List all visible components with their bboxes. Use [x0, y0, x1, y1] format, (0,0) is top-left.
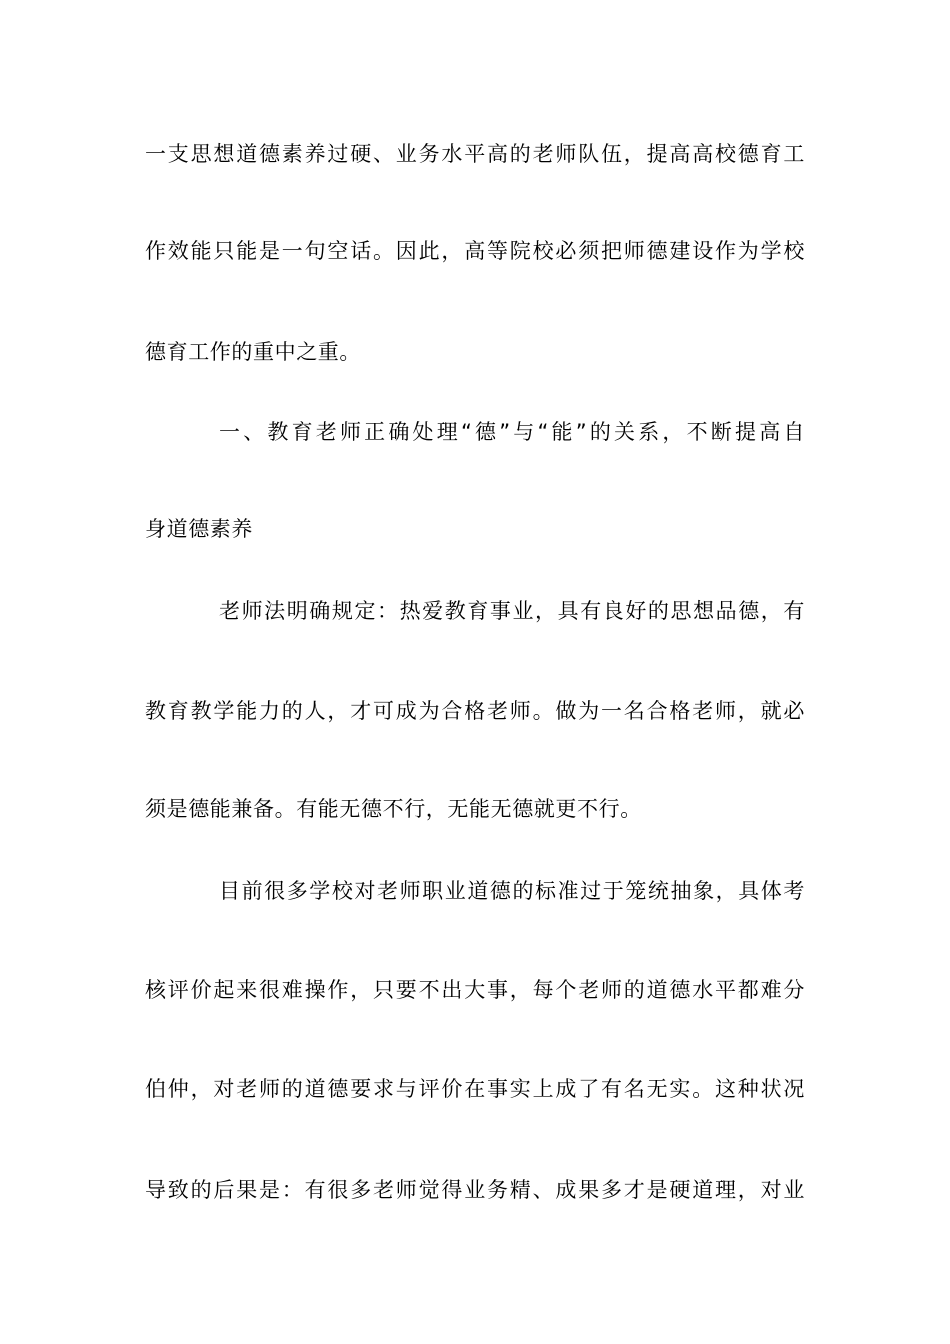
body-text-line: 老师法明确规定：热爱教育事业，具有良好的思想品德，有	[219, 599, 805, 623]
body-text-line: 一支思想道德素养过硬、业务水平高的老师队伍，提高高校德育工	[145, 142, 805, 166]
body-text-line: 教育教学能力的人，才可成为合格老师。做为一名合格老师，就必	[145, 699, 805, 723]
body-text-line: 目前很多学校对老师职业道德的标准过于笼统抽象，具体考	[219, 879, 805, 903]
body-text-line: 核评价起来很难操作，只要不出大事，每个老师的道德水平都难分	[145, 978, 805, 1002]
body-text-line: 须是德能兼备。有能无德不行，无能无德就更不行。	[145, 797, 642, 821]
section-heading-line: 一、教育老师正确处理“德”与“能”的关系，不断提高自	[219, 420, 805, 444]
body-text-line: 德育工作的重中之重。	[145, 340, 361, 364]
section-heading-line: 身道德素养	[145, 517, 253, 541]
body-text-line: 伯仲，对老师的道德要求与评价在事实上成了有名无实。这种状况	[145, 1077, 805, 1101]
body-text-line: 导致的后果是：有很多老师觉得业务精、成果多才是硬道理，对业	[145, 1178, 805, 1202]
body-text-line: 作效能只能是一句空话。因此，高等院校必须把师德建设作为学校	[145, 239, 805, 263]
